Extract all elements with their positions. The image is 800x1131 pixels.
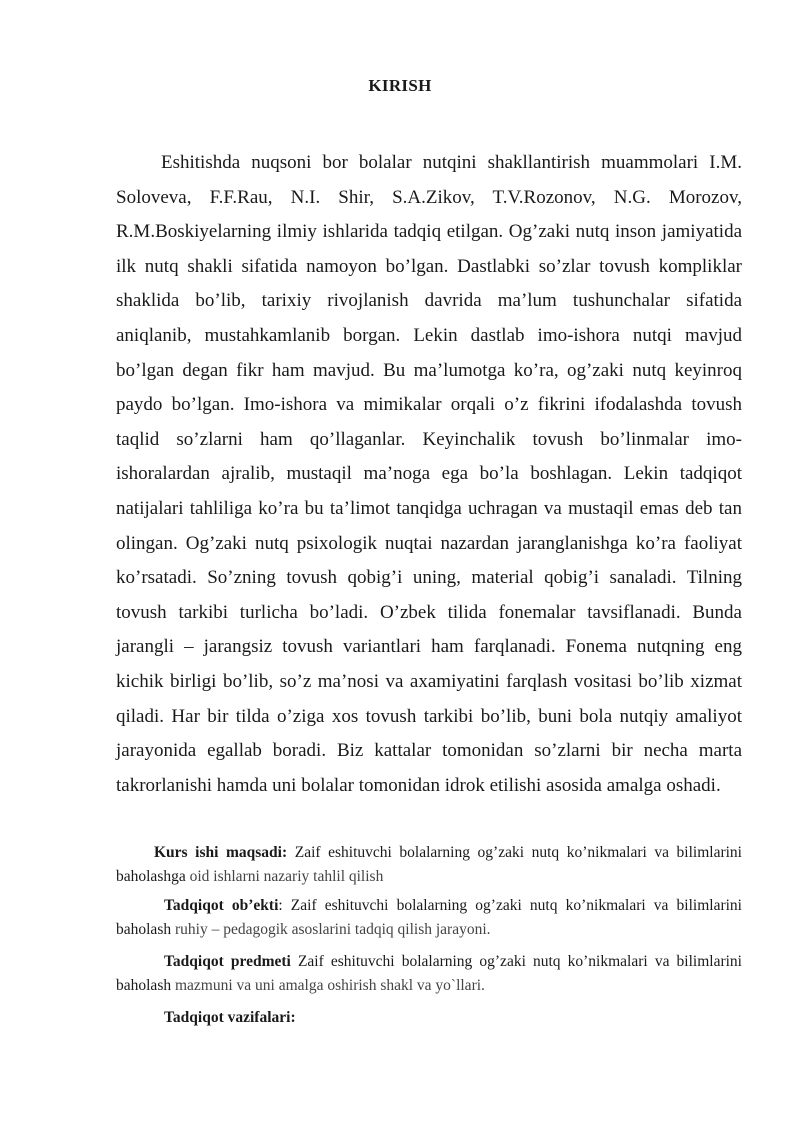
- section-research-tasks-label: Tadqiqot vazifalari:: [164, 1009, 296, 1026]
- section-research-object-text: : Zaif eshituvchi bolalarning og’zaki nutq ko’nikmalari va bilimlarini baholash: [116, 897, 742, 938]
- section-course-goal: [116, 841, 742, 889]
- section-research-object-tail: ruhiy – pedagogik asoslarini tadqiq qilish jarayoni.: [171, 921, 491, 938]
- section-research-subject-tail: mazmuni va uni amalga oshirish shakl va yo`llari.: [171, 977, 485, 994]
- intro-paragraph: [116, 146, 742, 803]
- section-research-subject-label: Tadqiqot predmeti: [164, 953, 291, 970]
- page-title: KIRISH: [368, 76, 432, 95]
- section-course-goal-text: Zaif eshituvchi bolalarning og’zaki nutq ko’nikmalari va bilimlarini baholashga: [116, 844, 742, 885]
- section-research-subject-text: Zaif eshituvchi bolalarning og’zaki nutq ko’nikmalari va bilimlarini baholash: [116, 953, 742, 994]
- section-course-goal-tail: oid ishlarni nazariy tahlil qilish: [185, 868, 384, 885]
- section-research-object-label: Tadqiqot ob’ekti: [164, 897, 279, 914]
- section-research-tasks: [116, 1006, 742, 1030]
- section-research-object: [116, 894, 742, 942]
- section-research-subject: [116, 950, 742, 998]
- intro-paragraph-text: Eshitishda nuqsoni bor bolalar nutqini shakllantirish muammolari I.M. Soloveva, F.F.Rau, N.I. Shir, S.A.Zikov, T.V.Rozonov, N.G. Morozov, R.M.Boskiyelarning ilmiy ishlarida tadqiq etilgan. Og’zaki nutq inson jamiyatida ilk nutq shakli sifatida namoyon bo’lgan. Dastlabki so’zlar tovush kompliklar shaklida bo’lib, tarixiy rivojlanish davrida ma’lum tushunchalar sifatida aniqlanib, mustahkamlanib borgan. Lekin dastlab imo-ishora nutqi mavjud bo’lgan degan fikr ham mavjud. Bu ma’lumotga ko’ra, og’zaki nutq keyinroq paydo bo’lgan. Imo-ishora va mimikalar orqali o’z fikrini ifodalashda tovush taqlid so’zlarni ham qo’llaganlar. Keyinchalik tovush bo’linmalar imo-ishoralardan ajralib, mustaqil ma’noga ega bo’la boshlagan. Lekin tadqiqot natijalari tahliliga ko’ra bu ta’limot tanqidga uchragan va mustaqil emas deb tan olingan. Og’zaki nutq psixologik nuqtai nazardan jaranglanishga ko’ra faoliyat ko’rsatadi. So’zning tovush qobig’i uning, material qobig’i sanaladi. Tilning tovush tarkibi turlicha bo’ladi. O’zbek tilida fonemalar tavsiflanadi. Bunda jarangli – jarangsiz tovush variantlari ham farqlanadi. Fonema nutqning eng kichik birligi bo’lib, so’z ma’nosi va axamiyatini farqlash vositasi bo’lib xizmat qiladi. Har bir tilda o’ziga xos tovush tarkibi bo’lib, buni bola nutqiy amaliyot jarayonida egallab boradi. Biz kattalar tomonidan so’zlarni bir necha marta takrorlanishi hamda uni bolalar tomonidan idrok etilishi asosida amalga oshadi.: [116, 152, 742, 796]
- section-course-goal-label: Kurs ishi maqsadi:: [154, 844, 288, 861]
